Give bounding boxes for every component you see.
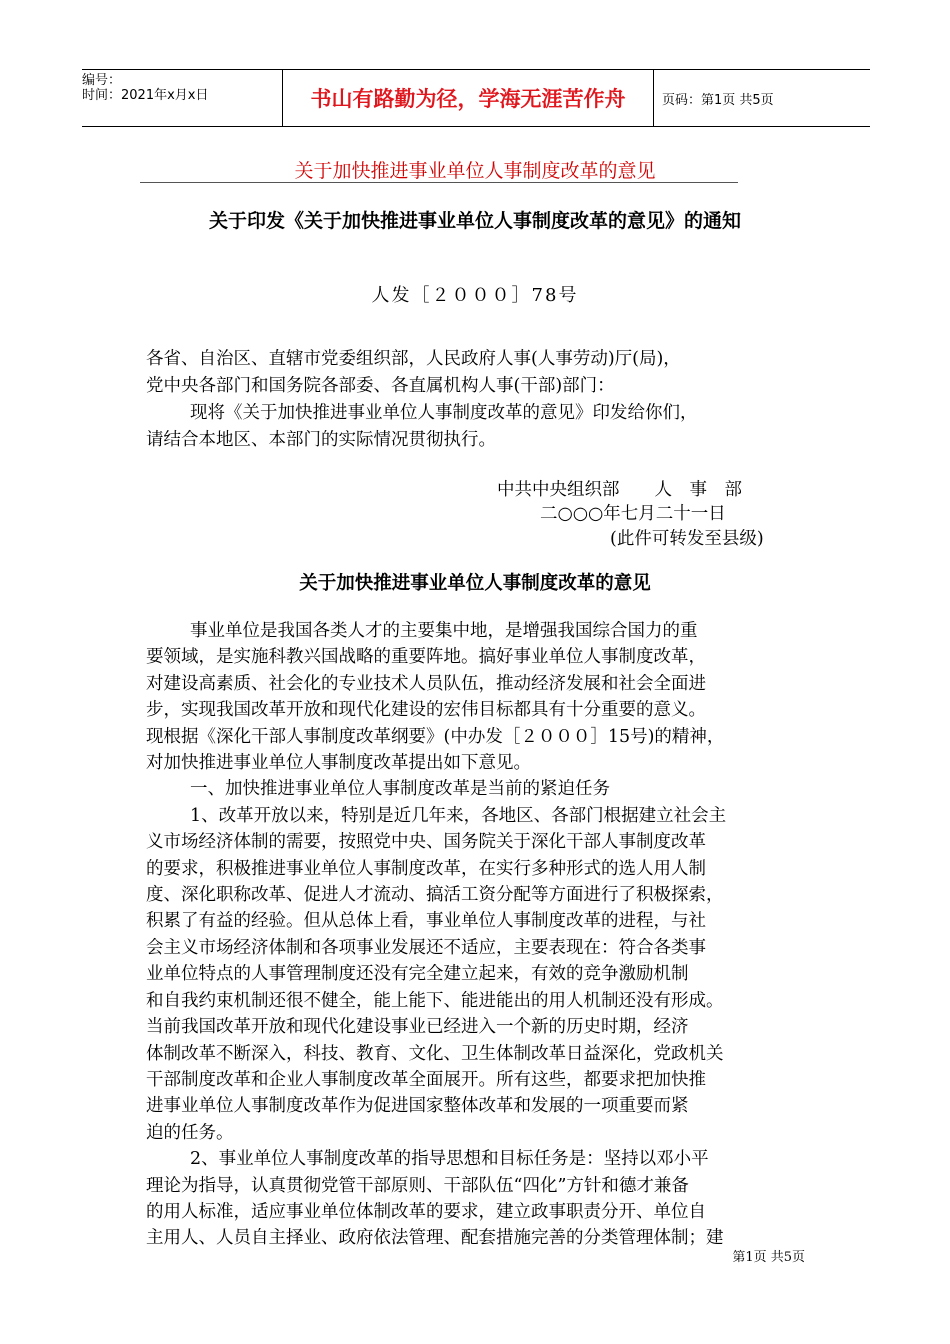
- header-meta: [82, 70, 282, 126]
- body-line: 现根据《深化干部人事制度改革纲要》(中办发［２０００］15号)的精神，: [146, 726, 725, 747]
- addressee-block: [146, 346, 826, 454]
- notice-title: 关于印发《关于加快推进事业单位人事制度改革的意见》的通知: [208, 210, 741, 232]
- addressee-line: 党中央各部门和国务院各部委、各直属机构人事(干部)部门：: [146, 376, 615, 396]
- document-title: 关于加快推进事业单位人事制度改革的意见: [294, 160, 656, 182]
- body-line: 当前我国改革开放和现代化建设事业已经进入一个新的历史时期，经济: [146, 1017, 689, 1038]
- title-divider: [140, 182, 738, 183]
- section-title: 关于加快推进事业单位人事制度改革的意见: [299, 573, 651, 594]
- body-line: 度、深化职称改革、促进人才流动、搞活工资分配等方面进行了积极探索，: [146, 885, 724, 906]
- body-line: 的要求，积极推进事业单位人事制度改革，在实行多种形式的选人用人制: [146, 858, 706, 879]
- body-line: 干部制度改革和企业人事制度改革全面展开。所有这些，都要求把加快推: [146, 1069, 706, 1090]
- body-text: [146, 618, 852, 1252]
- addressee-line: 请结合本地区、本部门的实际情况贯彻执行。: [146, 430, 496, 450]
- body-line: 的用人标准，适应事业单位体制改革的要求，建立政事职责分开、单位自: [146, 1201, 706, 1222]
- signature-note: (此件可转发至县级): [610, 529, 764, 549]
- body-line: 主用人、人员自主择业、政府依法管理、配套措施完善的分类管理体制；建: [146, 1228, 724, 1249]
- body-line: 1、改革开放以来，特别是近几年来，各地区、各部门根据建立社会主: [190, 805, 727, 826]
- body-line: 迫的任务。: [146, 1122, 234, 1143]
- body-line: 理论为指导，认真贯彻党管干部原则、干部队伍“四化”方针和德才兼备: [146, 1175, 689, 1196]
- document-number: 人发［２０００］78号: [371, 285, 579, 306]
- body-line: 会主义市场经济体制和各项事业发展还不适应，主要表现在：符合各类事: [146, 937, 706, 958]
- body-line: 积累了有益的经验。但从总体上看，事业单位人事制度改革的进程，与社: [146, 911, 706, 932]
- body-line: 步，实现我国改革开放和现代化建设的宏伟目标都具有十分重要的意义。: [146, 700, 706, 721]
- addressee-line: 现将《关于加快推进事业单位人事制度改革的意见》印发给你们，: [190, 403, 698, 423]
- page-header: [82, 69, 870, 127]
- body-line: 对建设高素质、社会化的专业技术人员队伍，推动经济发展和社会全面进: [146, 673, 706, 694]
- signature-issuer: 中共中央组织部 人 事 部: [497, 480, 742, 500]
- body-line: 业单位特点的人事管理制度还没有完全建立起来，有效的竞争激励机制: [146, 964, 689, 985]
- body-line: 和自我约束机制还很不健全，能上能下、能进能出的用人机制还没有形成。: [146, 990, 724, 1011]
- number-label: 编号：: [82, 73, 122, 88]
- body-line: 一、加快推进事业单位人事制度改革是当前的紧迫任务: [190, 779, 610, 800]
- body-line: 对加快推进事业单位人事制度改革提出如下意见。: [146, 753, 531, 774]
- signature-date: 二○○○年七月二十一日: [540, 504, 726, 524]
- header-page-info: 页码：第1页 共5页: [662, 92, 774, 108]
- time-label: 时间：2021年x月x日: [82, 88, 209, 103]
- body-line: 事业单位是我国各类人才的主要集中地，是增强我国综合国力的重: [190, 621, 698, 641]
- body-line: 进事业单位人事制度改革作为促进国家整体改革和发展的一项重要而紧: [146, 1096, 689, 1117]
- body-line: 要领域，是实施科教兴国战略的重要阵地。搞好事业单位人事制度改革，: [146, 647, 706, 668]
- body-line: 2、事业单位人事制度改革的指导思想和目标任务是：坚持以邓小平: [190, 1149, 709, 1170]
- addressee-line: 各省、自治区、直辖市党委组织部，人民政府人事(人事劳动)厅(局)，: [146, 349, 681, 369]
- body-line: 体制改革不断深入，科技、教育、文化、卫生体制改革日益深化，党政机关: [146, 1043, 724, 1064]
- body-line: 义市场经济体制的需要，按照党中央、国务院关于深化干部人事制度改革: [146, 832, 706, 853]
- header-motto: 书山有路勤为径，学海无涯苦作舟: [282, 70, 654, 126]
- page-footer: 第1页 共5页: [732, 1250, 805, 1265]
